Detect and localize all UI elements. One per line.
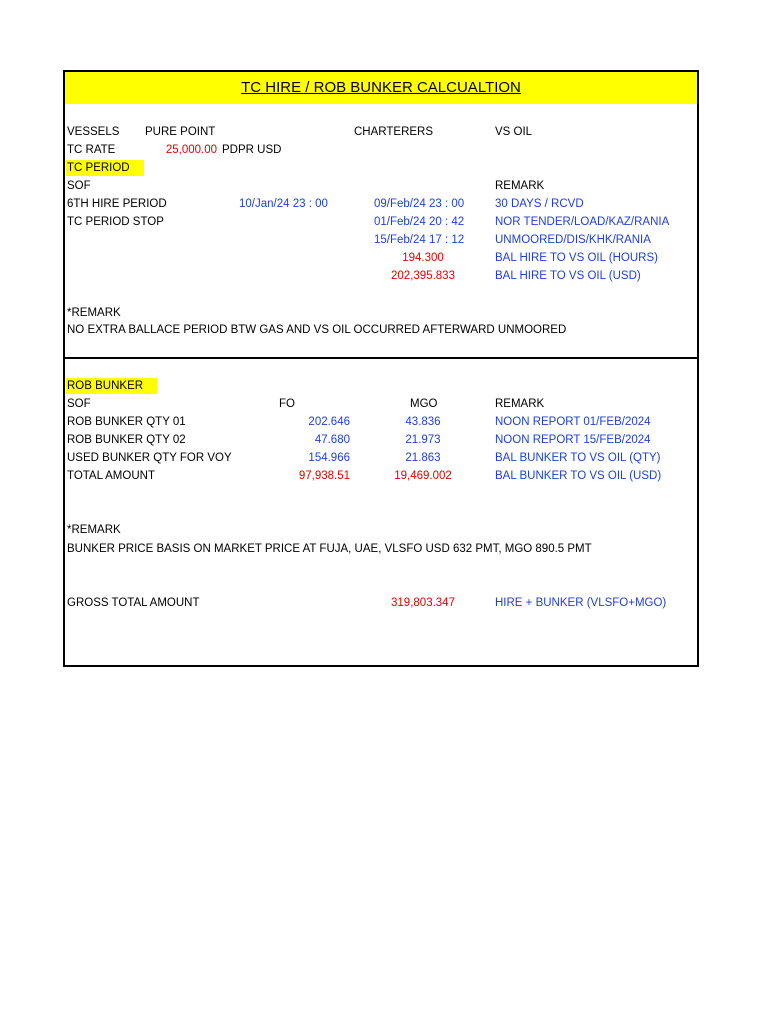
bal-hire-hours-remark: BAL HIRE TO VS OIL (HOURS) [495,252,658,264]
tc-rate-value: 25,000.00 [165,144,217,156]
rob-qty-02-mgo: 21.973 [405,434,441,446]
gross-total-remark: HIRE + BUNKER (VLSFO+MGO) [495,597,667,609]
gross-total-label: GROSS TOTAL AMOUNT [67,597,200,609]
used-bunker-mgo: 21.863 [405,452,441,464]
rob-qty-01-fo: 202.646 [308,416,350,428]
tc-remark-text: NO EXTRA BALLACE PERIOD BTW GAS AND VS OIL OCCURRED AFTERWARD UNMOORED [67,324,567,336]
total-amount-label: TOTAL AMOUNT [67,470,155,482]
bunker-remark-title: *REMARK [67,524,121,536]
bal-hire-hours-value: 194.300 [402,252,444,264]
tc-stop-remark: NOR TENDER/LOAD/KAZ/RANIA [495,216,670,228]
used-bunker-remark: BAL BUNKER TO VS OIL (QTY) [495,452,661,464]
tc-period-section-label: TC PERIOD [66,160,144,176]
rob-qty-02-fo: 47.680 [314,434,350,446]
rob-qty-02-label: ROB BUNKER QTY 02 [67,434,186,446]
rob-remark-label: REMARK [495,398,545,410]
bal-hire-usd-remark: BAL HIRE TO VS OIL (USD) [495,270,641,282]
tc-rate-unit: PDPR USD [222,144,282,156]
total-amount-remark: BAL BUNKER TO VS OIL (USD) [495,470,662,482]
rob-bunker-section-label: ROB BUNKER [66,378,157,394]
hire-period-remark: 30 DAYS / RCVD [495,198,584,210]
fo-column-header: FO [279,398,295,410]
sheet-title: TC HIRE / ROB BUNKER CALCUALTION [65,72,697,104]
calculation-sheet [63,70,699,667]
bal-hire-usd-value: 202,395.833 [391,270,455,282]
tc-sof-label: SOF [67,180,91,192]
vessels-label: VESSELS [67,126,120,138]
rob-qty-02-remark: NOON REPORT 15/FEB/2024 [495,434,651,446]
rob-qty-01-mgo: 43.836 [405,416,441,428]
mgo-column-header: MGO [410,398,438,410]
rob-sof-label: SOF [67,398,91,410]
rob-qty-01-remark: NOON REPORT 01/FEB/2024 [495,416,651,428]
hire-period-end: 09/Feb/24 23 : 00 [374,198,465,210]
tc-period-stop-label: TC PERIOD STOP [67,216,164,228]
vessel-name: PURE POINT [145,126,216,138]
tc-rate-label: TC RATE [67,144,116,156]
tc-remark-label: REMARK [495,180,545,192]
bunker-remark-text: BUNKER PRICE BASIS ON MARKET PRICE AT FUJA, UAE, VLSFO USD 632 PMT, MGO 890.5 PMT [67,543,592,555]
gross-total-value: 319,803.347 [391,597,455,609]
used-bunker-fo: 154.966 [308,452,350,464]
tc-stop-date: 01/Feb/24 20 : 42 [374,216,465,228]
section-divider [65,357,697,359]
charterers-label: CHARTERERS [354,126,434,138]
tc-remark-title: *REMARK [67,307,121,319]
rob-qty-01-label: ROB BUNKER QTY 01 [67,416,186,428]
used-bunker-label: USED BUNKER QTY FOR VOY [67,452,232,464]
charterer-name: VS OIL [495,126,533,138]
total-amount-fo: 97,938.51 [298,470,350,482]
hire-period-label: 6TH HIRE PERIOD [67,198,167,210]
hire-period-start: 10/Jan/24 23 : 00 [239,198,328,210]
total-amount-mgo: 19,469.002 [394,470,452,482]
unmoored-date: 15/Feb/24 17 : 12 [374,234,465,246]
unmoored-remark: UNMOORED/DIS/KHK/RANIA [495,234,651,246]
